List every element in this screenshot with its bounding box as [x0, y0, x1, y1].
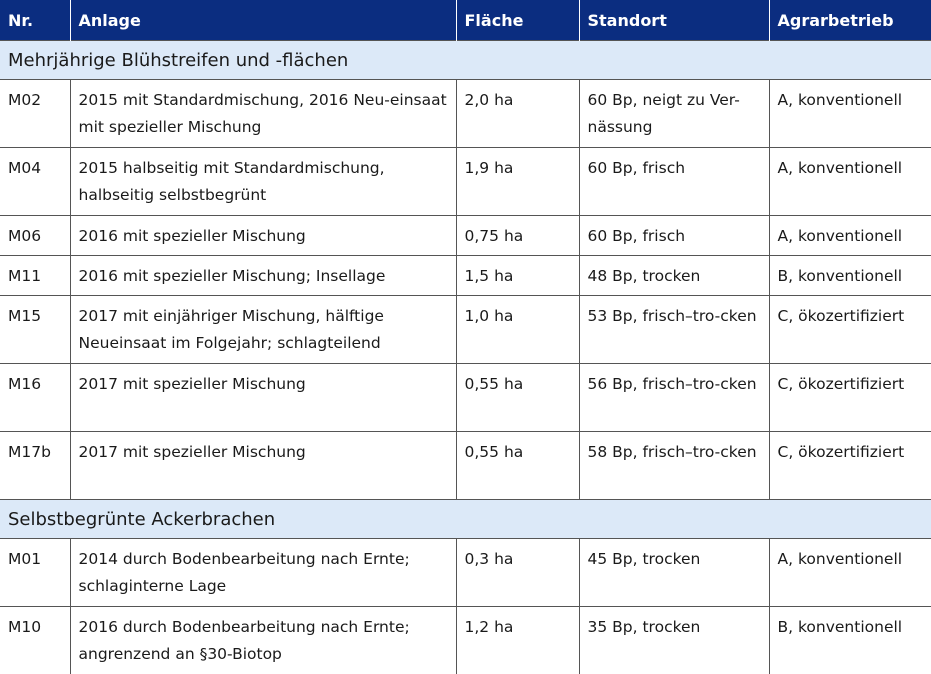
- cell-nr: M17b: [0, 432, 70, 500]
- cell-anlage: 2016 mit spezieller Mischung: [70, 216, 456, 256]
- table-row: [0, 432, 931, 500]
- cell-standort: 53 Bp, frisch–tro-cken: [579, 296, 769, 364]
- cell-flaeche: 1,0 ha: [456, 296, 579, 364]
- cell-anlage: 2017 mit einjähriger Mischung, hälftige Neueinsaat im Folgejahr; schlagteilend: [70, 296, 456, 364]
- section-title: Selbstbegrünte Ackerbrachen: [0, 500, 931, 539]
- cell-standort: 58 Bp, frisch–tro-cken: [579, 432, 769, 500]
- table-row: [0, 364, 931, 432]
- cell-flaeche: 0,55 ha: [456, 364, 579, 432]
- cell-agrarbetrieb: B, konventionell: [769, 607, 931, 674]
- cell-standort: 35 Bp, trocken: [579, 607, 769, 674]
- cell-agrarbetrieb: A, konventionell: [769, 216, 931, 256]
- cell-nr: M10: [0, 607, 70, 674]
- cell-agrarbetrieb: A, konventionell: [769, 80, 931, 148]
- cell-standort: 48 Bp, trocken: [579, 256, 769, 296]
- cell-nr: M15: [0, 296, 70, 364]
- table-row: [0, 296, 931, 364]
- header-nr: Nr.: [0, 0, 70, 41]
- cell-anlage: 2016 durch Bodenbearbeitung nach Ernte; angrenzend an §30-Biotop: [70, 607, 456, 674]
- header-flaeche: Fläche: [456, 0, 579, 41]
- cell-nr: M02: [0, 80, 70, 148]
- table-row: [0, 539, 931, 607]
- cell-nr: M11: [0, 256, 70, 296]
- cell-standort: 60 Bp, neigt zu Ver-nässung: [579, 80, 769, 148]
- table-row: [0, 148, 931, 216]
- cell-anlage: 2015 halbseitig mit Standardmischung, halbseitig selbstbegrünt: [70, 148, 456, 216]
- cell-standort: 45 Bp, trocken: [579, 539, 769, 607]
- cell-standort: 56 Bp, frisch–tro-cken: [579, 364, 769, 432]
- section-row-bluehstreifen: [0, 41, 931, 80]
- cell-anlage: 2014 durch Bodenbearbeitung nach Ernte; schlaginterne Lage: [70, 539, 456, 607]
- cell-flaeche: 2,0 ha: [456, 80, 579, 148]
- header-anlage: Anlage: [70, 0, 456, 41]
- cell-flaeche: 1,9 ha: [456, 148, 579, 216]
- cell-flaeche: 1,5 ha: [456, 256, 579, 296]
- cell-nr: M06: [0, 216, 70, 256]
- cell-nr: M04: [0, 148, 70, 216]
- header-standort: Standort: [579, 0, 769, 41]
- table-row: [0, 80, 931, 148]
- cell-standort: 60 Bp, frisch: [579, 148, 769, 216]
- table-row: [0, 216, 931, 256]
- cell-agrarbetrieb: C, ökozertifiziert: [769, 296, 931, 364]
- cell-anlage: 2017 mit spezieller Mischung: [70, 364, 456, 432]
- section-row-ackerbrachen: [0, 500, 931, 539]
- cell-agrarbetrieb: B, konventionell: [769, 256, 931, 296]
- cell-flaeche: 1,2 ha: [456, 607, 579, 674]
- cell-flaeche: 0,3 ha: [456, 539, 579, 607]
- cell-flaeche: 0,55 ha: [456, 432, 579, 500]
- header-agrarbetrieb: Agrarbetrieb: [769, 0, 931, 41]
- header-row: [0, 0, 931, 41]
- cell-anlage: 2017 mit spezieller Mischung: [70, 432, 456, 500]
- cell-anlage: 2016 mit spezieller Mischung; Insellage: [70, 256, 456, 296]
- cell-nr: M01: [0, 539, 70, 607]
- cell-agrarbetrieb: C, ökozertifiziert: [769, 432, 931, 500]
- cell-flaeche: 0,75 ha: [456, 216, 579, 256]
- cell-standort: 60 Bp, frisch: [579, 216, 769, 256]
- cell-agrarbetrieb: C, ökozertifiziert: [769, 364, 931, 432]
- cell-anlage: 2015 mit Standardmischung, 2016 Neu-einsaat mit spezieller Mischung: [70, 80, 456, 148]
- cell-nr: M16: [0, 364, 70, 432]
- section-title: Mehrjährige Blühstreifen und -flächen: [0, 41, 931, 80]
- cell-agrarbetrieb: A, konventionell: [769, 539, 931, 607]
- cell-agrarbetrieb: A, konventionell: [769, 148, 931, 216]
- table-row: [0, 256, 931, 296]
- table-row: [0, 607, 931, 674]
